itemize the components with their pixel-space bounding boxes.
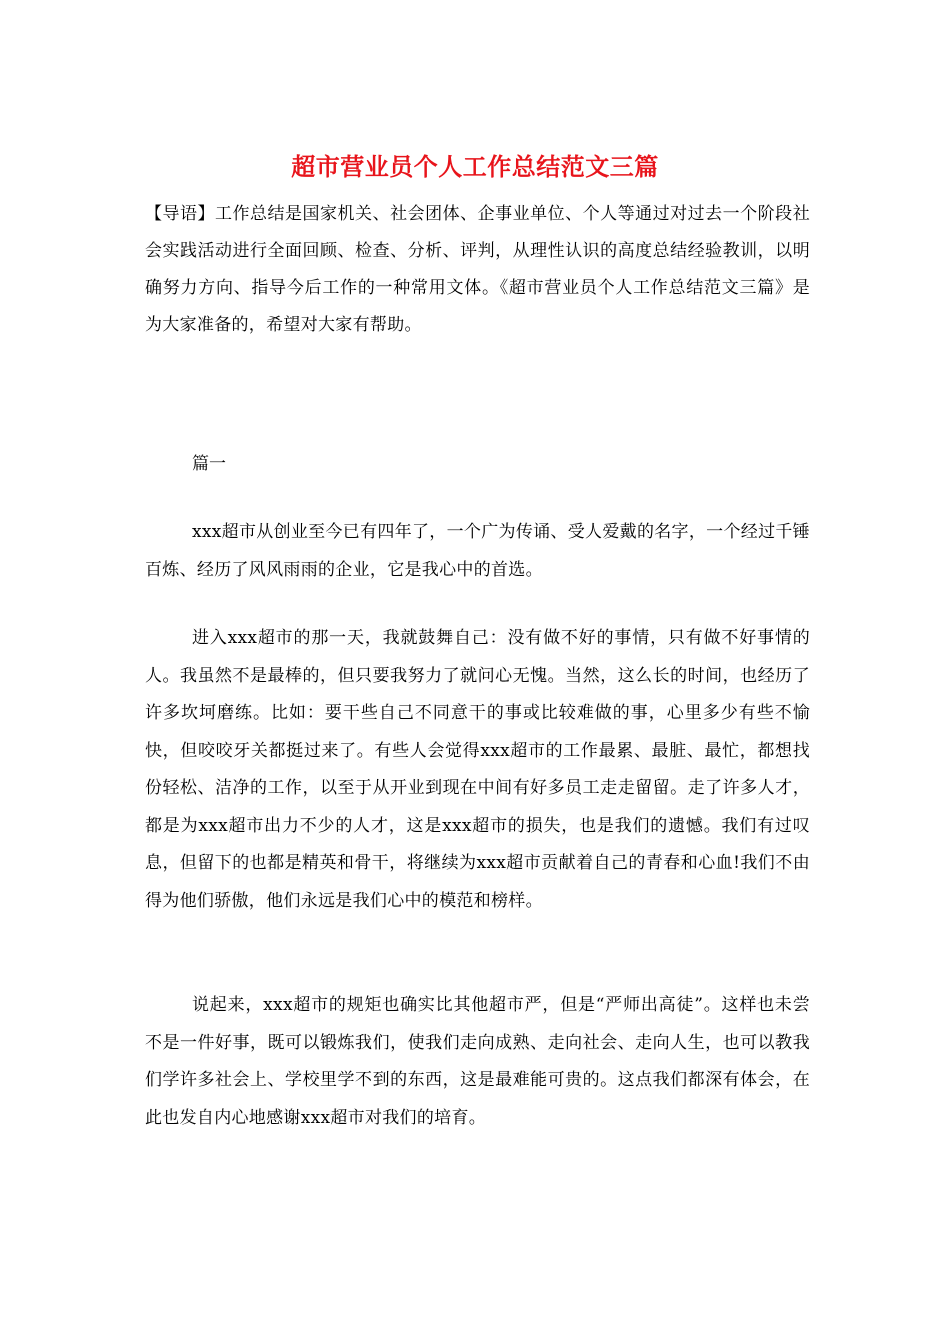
body-paragraph: xxx超市从创业至今已有四年了，一个广为传诵、受人爱戴的名字，一个经过千锤百炼、经历了风风雨雨的企业，它是我心中的首选。 (145, 522, 810, 580)
body-paragraph: 说起来，xxx超市的规矩也确实比其他超市严，但是“严师出高徒”。这样也未尝不是一件好事，既可以锻炼我们，使我们走向成熟、走向社会、走向人生，也可以教我们学许多社会上、学校里学不到的东西，这是最难能可贵的。这点我们都深有体会，在此也发自内心地感谢xxx超市对我们的培育。 (145, 995, 810, 1128)
intro-paragraph: 【导语】工作总结是国家机关、社会团体、企事业单位、个人等通过对过去一个阶段社会实践活动进行全面回顾、检查、分析、评判，从理性认识的高度总结经验教训，以明确努力方向、指导今后工作的一种常用文体。《超市营业员个人工作总结范文三篇》是为大家准备的，希望对大家有帮助。 (145, 204, 810, 335)
body-paragraph: 进入xxx超市的那一天，我就鼓舞自己：没有做不好的事情，只有做不好事情的人。我虽然不是最棒的，但只要我努力了就问心无愧。当然，这么长的时间，也经历了许多坎坷磨练。比如：要干些自己不同意干的事或比较难做的事，心里多少有些不愉快，但咬咬牙关都挺过来了。有些人会觉得xxx超市的工作最累、最脏、最忙，都想找份轻松、洁净的工作，以至于从开业到现在中间有好多员工走走留留。走了许多人才，都是为xxx超市出力不少的人才，这是xxx超市的损失，也是我们的遗憾。我们有过叹息，但留下的也都是精英和骨干，将继续为xxx超市贡献着自己的青春和心血!我们不由得为他们骄傲，他们永远是我们心中的模范和榜样。 (145, 628, 810, 911)
section-heading: 篇一 (192, 454, 226, 474)
document-title: 超市营业员个人工作总结范文三篇 (291, 152, 659, 181)
